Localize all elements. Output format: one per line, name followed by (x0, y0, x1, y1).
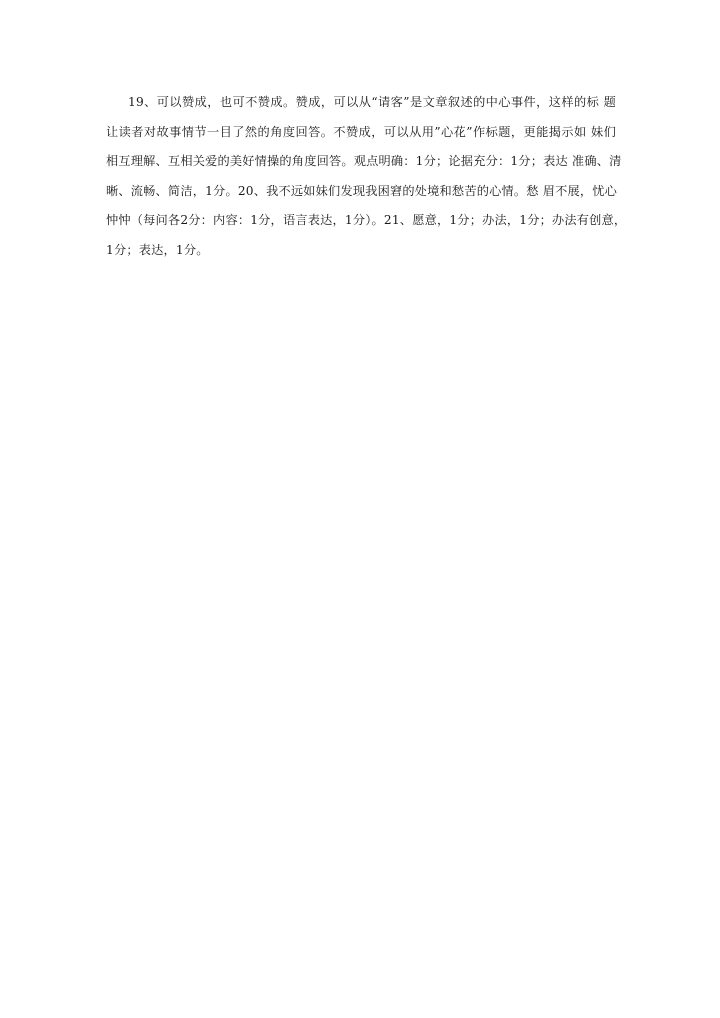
answer-line-5: 忡忡（每问各2分：内容：1分，语言表达，1分）。21、愿意，1分；办法，1分；办法有创意， (106, 213, 627, 227)
answer-line-4: 晰、流畅、简洁，1分。20、我不远如妹们发现我困窘的处境和愁苦的心情。愁 眉不展，忧心 (106, 183, 618, 198)
answer-line-1: 19、可以赞成，也可不赞成。赞成，可以从“请客”是文章叙述的中心事件，这样的标 题 (128, 95, 616, 109)
answer-line-6: 1分；表达，1分。 (106, 242, 209, 257)
answer-line-3: 相互理解、互相关爱的美好情操的角度回答。观点明确：1分；论据充分：1分；表达 准确、清 (106, 154, 622, 168)
answer-paragraph (106, 88, 627, 265)
answer-line-2: 让读者对故事情节一目了然的角度回答。不赞成，可以从用”心花”作标题，更能揭示如 妹们 (106, 124, 616, 139)
